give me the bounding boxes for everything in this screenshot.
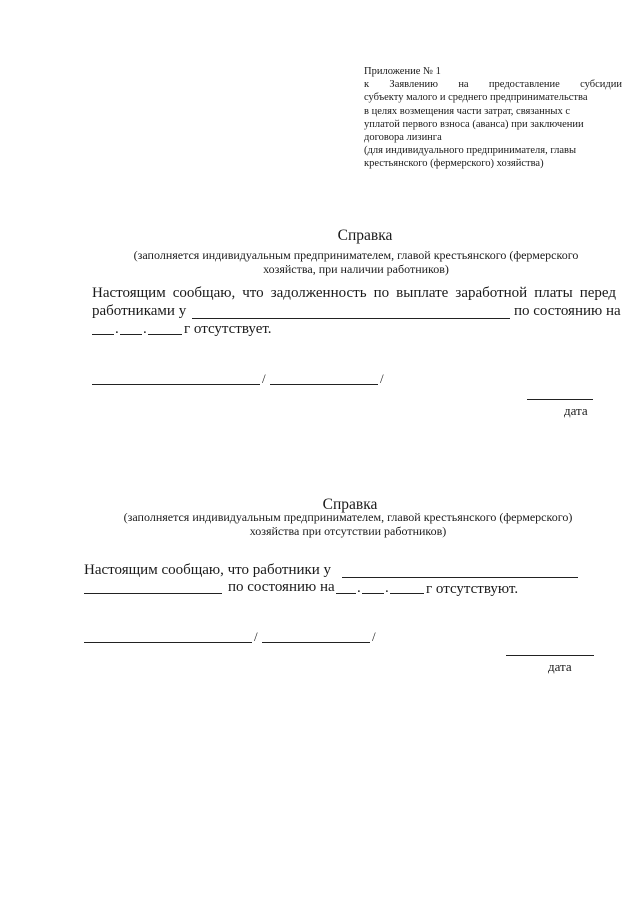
cert1-date-field[interactable] xyxy=(527,399,593,400)
cert2-date-field[interactable] xyxy=(506,655,594,656)
cert2-text-line1: Настоящим сообщаю, что работники у xyxy=(84,562,332,578)
cert1-signature-field[interactable] xyxy=(92,384,260,385)
appendix-line: субъекту малого и среднего предпринимательства xyxy=(364,92,588,104)
cert2-title: Справка xyxy=(322,496,378,513)
cert2-as-of-label: по состоянию на xyxy=(228,579,335,595)
appendix-line: крестьянского (фермерского) хозяйства) xyxy=(364,158,544,170)
cert1-title: Справка xyxy=(337,227,393,244)
cert1-employer-label: работниками у xyxy=(92,303,187,319)
cert2-signature-name-field[interactable] xyxy=(262,642,370,643)
cert1-date-separator: . xyxy=(143,321,147,337)
cert1-text-line1: Настоящим сообщаю, что задолженность по выплате заработной платы перед xyxy=(92,285,616,301)
cert1-signature-slash: / xyxy=(262,371,266,386)
cert1-absent-text: г отсутствует. xyxy=(184,321,272,337)
appendix-block xyxy=(364,65,622,171)
cert2-subtitle-line2: хозяйства при отсутствии работников) xyxy=(249,524,447,538)
cert1-employer-name-field[interactable] xyxy=(192,318,510,319)
cert2-signature-slash: / xyxy=(254,629,258,644)
cert1-date-year-field[interactable] xyxy=(148,334,182,335)
cert1-subtitle-line2: хозяйства, при наличии работников) xyxy=(263,262,449,276)
cert1-subtitle-line1: (заполняется индивидуальным предпринимателем, главой крестьянского (фермерского xyxy=(133,248,579,262)
cert1-date-label: дата xyxy=(564,403,588,418)
cert1-date-day-field[interactable] xyxy=(92,334,114,335)
cert2-date-year-field[interactable] xyxy=(390,593,424,594)
cert2-signature-field[interactable] xyxy=(84,642,252,643)
cert1-date-month-field[interactable] xyxy=(120,334,142,335)
cert2-employer-name-field[interactable] xyxy=(342,577,578,578)
cert2-subtitle-line1: (заполняется индивидуальным предпринимателем, главой крестьянского (фермерского) xyxy=(123,510,573,524)
cert1-signature-name-field[interactable] xyxy=(270,384,378,385)
cert1-date-separator: . xyxy=(115,321,119,337)
appendix-line: в целях возмещения части затрат, связанных с xyxy=(364,105,571,117)
cert1-text-line2 xyxy=(92,302,186,320)
cert2-signature-slash: / xyxy=(372,629,376,644)
cert2-date-day-field[interactable] xyxy=(336,593,356,594)
appendix-number: Приложение № 1 xyxy=(364,66,441,77)
appendix-line: (для индивидуального предпринимателя, главы xyxy=(364,145,577,157)
cert2-date-month-field[interactable] xyxy=(362,593,384,594)
appendix-line: договора лизинга xyxy=(364,132,442,144)
cert1-as-of-label: по состоянию на xyxy=(514,303,621,319)
appendix-line: уплатой первого взноса (аванса) при заключении xyxy=(364,118,584,130)
cert2-date-separator: . xyxy=(357,580,361,596)
cert2-date-label: дата xyxy=(548,659,572,674)
cert2-employer-name-field-2[interactable] xyxy=(84,593,222,594)
cert1-signature-slash: / xyxy=(380,371,384,386)
cert2-absent-text: г отсутствуют. xyxy=(426,581,519,597)
appendix-line: к Заявлению на предоставление субсидии xyxy=(364,79,622,91)
cert2-date-separator: . xyxy=(385,580,389,596)
